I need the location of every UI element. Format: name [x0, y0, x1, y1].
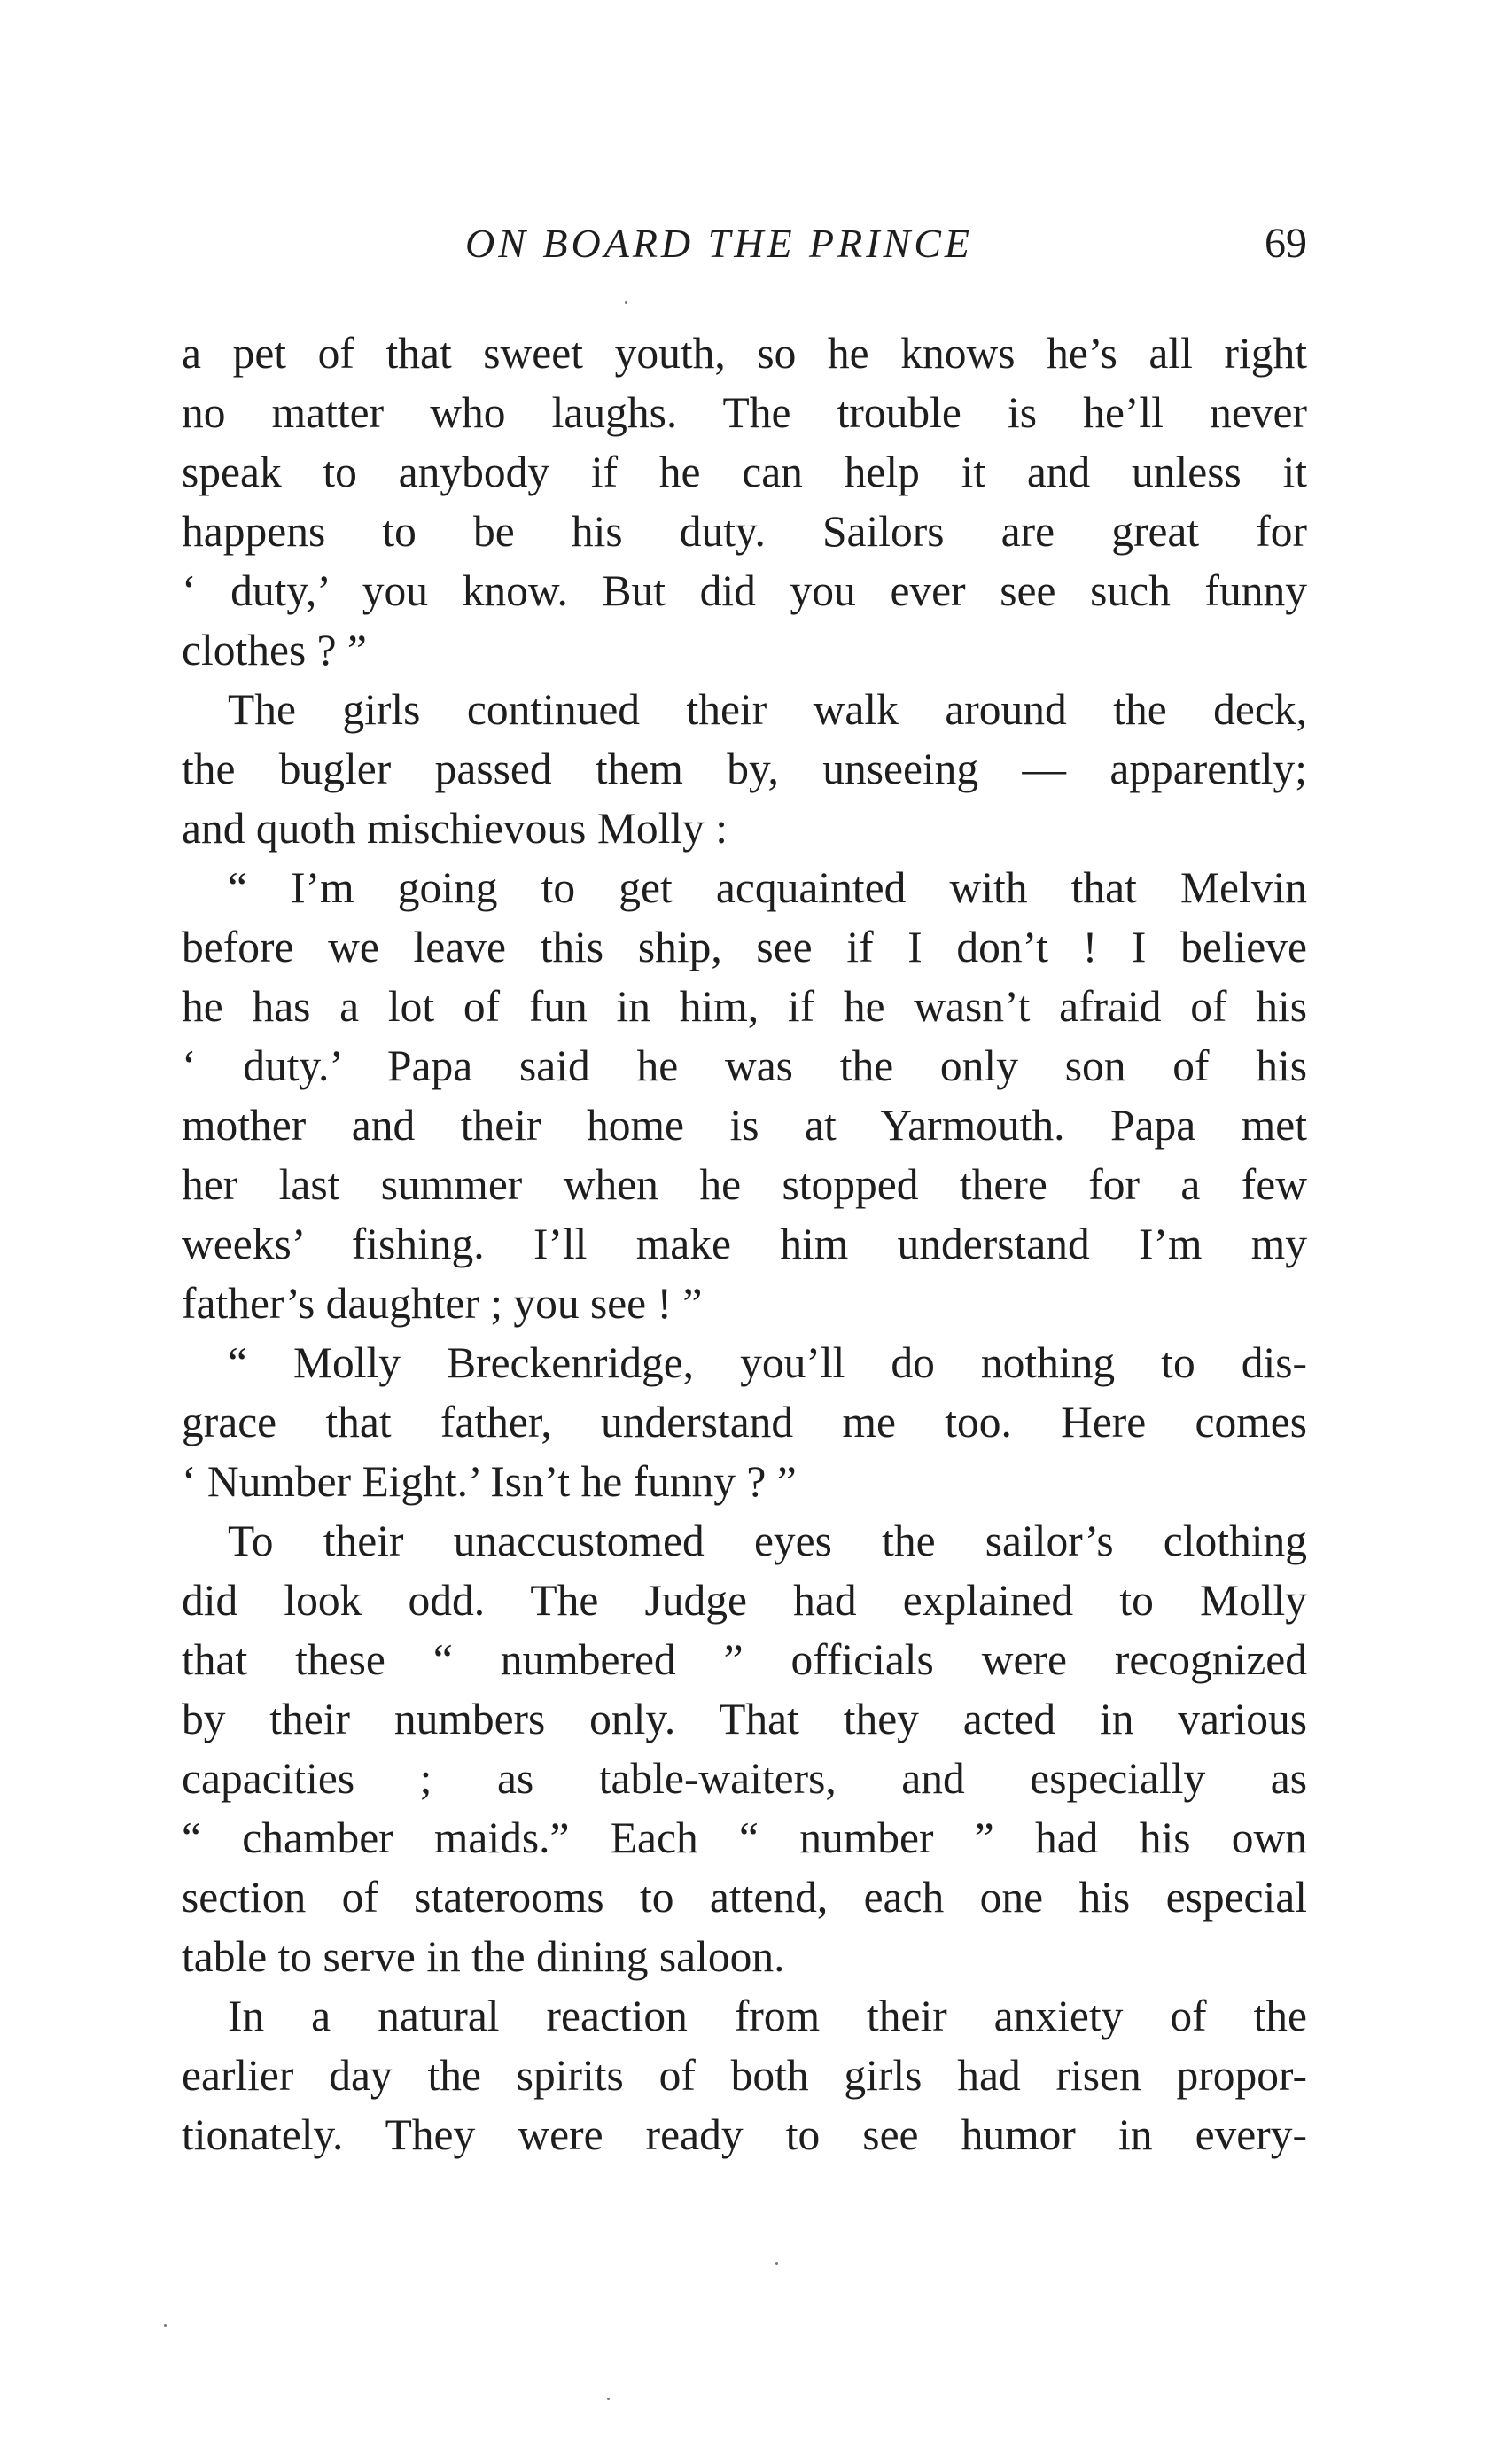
text-line: speak to anybody if he can help it and unless it	[182, 448, 1307, 496]
text-line: father’s daughter ; you see ! ”	[182, 1279, 703, 1328]
running-title: ON BOARD THE PRINCE	[465, 221, 974, 266]
text-line: capacities ; as table-waiters, and especially as	[182, 1754, 1307, 1803]
text-line: grace that father, understand me too. Here comes	[182, 1398, 1307, 1446]
text-line: her last summer when he stopped there for a few	[182, 1160, 1307, 1209]
text-line: ‘ duty,’ you know. But did you ever see such funny	[182, 566, 1307, 615]
text-line: tionately. They were ready to see humor in every-	[182, 2110, 1307, 2159]
text-line: and quoth mischievous Molly :	[182, 804, 728, 853]
print-speck	[607, 2398, 610, 2400]
running-head	[182, 213, 1307, 275]
text-line: did look odd. The Judge had explained to Molly	[182, 1576, 1307, 1625]
text-line: ‘ Number Eight.’ Isn’t he funny ? ”	[182, 1457, 797, 1506]
text-line: no matter who laughs. The trouble is he’ll never	[182, 388, 1307, 437]
text-line: To their unaccustomed eyes the sailor’s clothing	[228, 1517, 1307, 1565]
text-line: happens to be his duty. Sailors are great for	[182, 507, 1307, 556]
text-line: clothes ? ”	[182, 626, 367, 674]
text-line: “ I’m going to get acquainted with that Melvin	[228, 863, 1307, 912]
text-line: ‘ duty.’ Papa said he was the only son of his	[182, 1041, 1307, 1090]
text-line: the bugler passed them by, unseeing — apparently;	[182, 745, 1307, 793]
text-line: table to serve in the dining saloon.	[182, 1932, 785, 1981]
text-line: a pet of that sweet youth, so he knows he’s all right	[182, 329, 1307, 378]
text-line: “ Molly Breckenridge, you’ll do nothing to dis-	[228, 1338, 1307, 1387]
text-line: before we leave this ship, see if I don’t ! I believe	[182, 923, 1307, 971]
print-speck	[775, 2262, 778, 2265]
text-line: section of staterooms to attend, each one his especial	[182, 1873, 1307, 1922]
text-line: that these “ numbered ” officials were recognized	[182, 1635, 1307, 1684]
text-line: by their numbers only. That they acted in various	[182, 1695, 1307, 1743]
text-line: weeks’ fishing. I’ll make him understand I’m my	[182, 1220, 1307, 1268]
text-line: “ chamber maids.” Each “ number ” had his own	[182, 1813, 1307, 1862]
text-line: he has a lot of fun in him, if he wasn’t afraid of his	[182, 982, 1307, 1031]
text-line: In a natural reaction from their anxiety of the	[228, 1992, 1307, 2040]
page-number: 69	[1265, 220, 1307, 267]
text-line: mother and their home is at Yarmouth. Papa met	[182, 1101, 1307, 1150]
print-speck	[164, 2324, 167, 2327]
body-text	[182, 324, 1307, 2164]
text-line: The girls continued their walk around the deck,	[228, 685, 1307, 734]
text-line: earlier day the spirits of both girls had risen propor-	[182, 2051, 1307, 2100]
print-speck	[625, 301, 627, 304]
